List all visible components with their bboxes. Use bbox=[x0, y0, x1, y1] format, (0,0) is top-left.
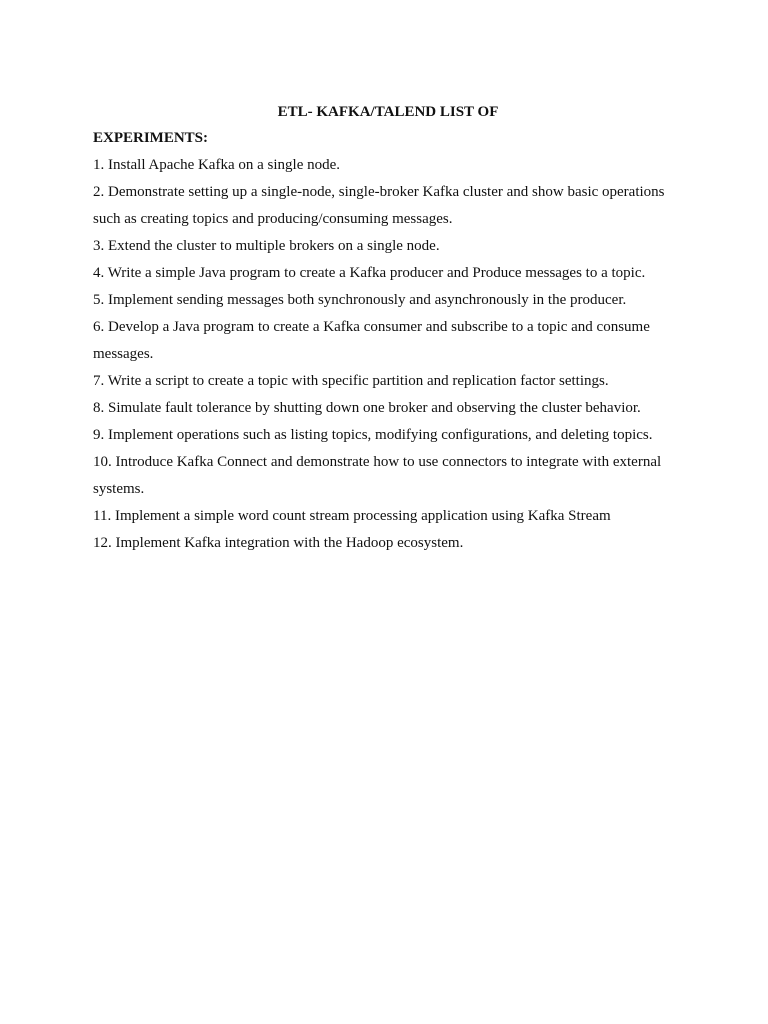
experiment-item-2: 2. Demonstrate setting up a single-node, single-broker Kafka cluster and show basic operations such as creating topics and producing/consuming messages. bbox=[93, 184, 665, 227]
experiment-item-7: 7. Write a script to create a topic with specific partition and replication factor settings. bbox=[93, 373, 609, 389]
experiments-list bbox=[93, 152, 683, 557]
document-subtitle: EXPERIMENTS: bbox=[93, 130, 209, 146]
document-content bbox=[93, 101, 683, 557]
experiment-item-12: 12. Implement Kafka integration with the Hadoop ecosystem. bbox=[93, 535, 464, 551]
document-title: ETL- KAFKA/TALEND LIST OF bbox=[277, 104, 499, 120]
experiment-item-9: 9. Implement operations such as listing topics, modifying configurations, and deleting topics. bbox=[93, 427, 653, 443]
experiment-item-3: 3. Extend the cluster to multiple brokers on a single node. bbox=[93, 238, 440, 254]
experiment-item-4: 4. Write a simple Java program to create a Kafka producer and Produce messages to a topic. bbox=[93, 265, 646, 281]
experiment-item-11: 11. Implement a simple word count stream processing application using Kafka Stream bbox=[93, 508, 611, 524]
experiment-item-1: 1. Install Apache Kafka on a single node. bbox=[93, 157, 341, 173]
experiment-item-5: 5. Implement sending messages both synchronously and asynchronously in the producer. bbox=[93, 292, 627, 308]
experiment-item-10: 10. Introduce Kafka Connect and demonstrate how to use connectors to integrate with external systems. bbox=[93, 454, 662, 497]
experiment-item-6: 6. Develop a Java program to create a Kafka consumer and subscribe to a topic and consume messages. bbox=[93, 319, 650, 362]
experiment-item-8: 8. Simulate fault tolerance by shutting down one broker and observing the cluster behavior. bbox=[93, 400, 641, 416]
